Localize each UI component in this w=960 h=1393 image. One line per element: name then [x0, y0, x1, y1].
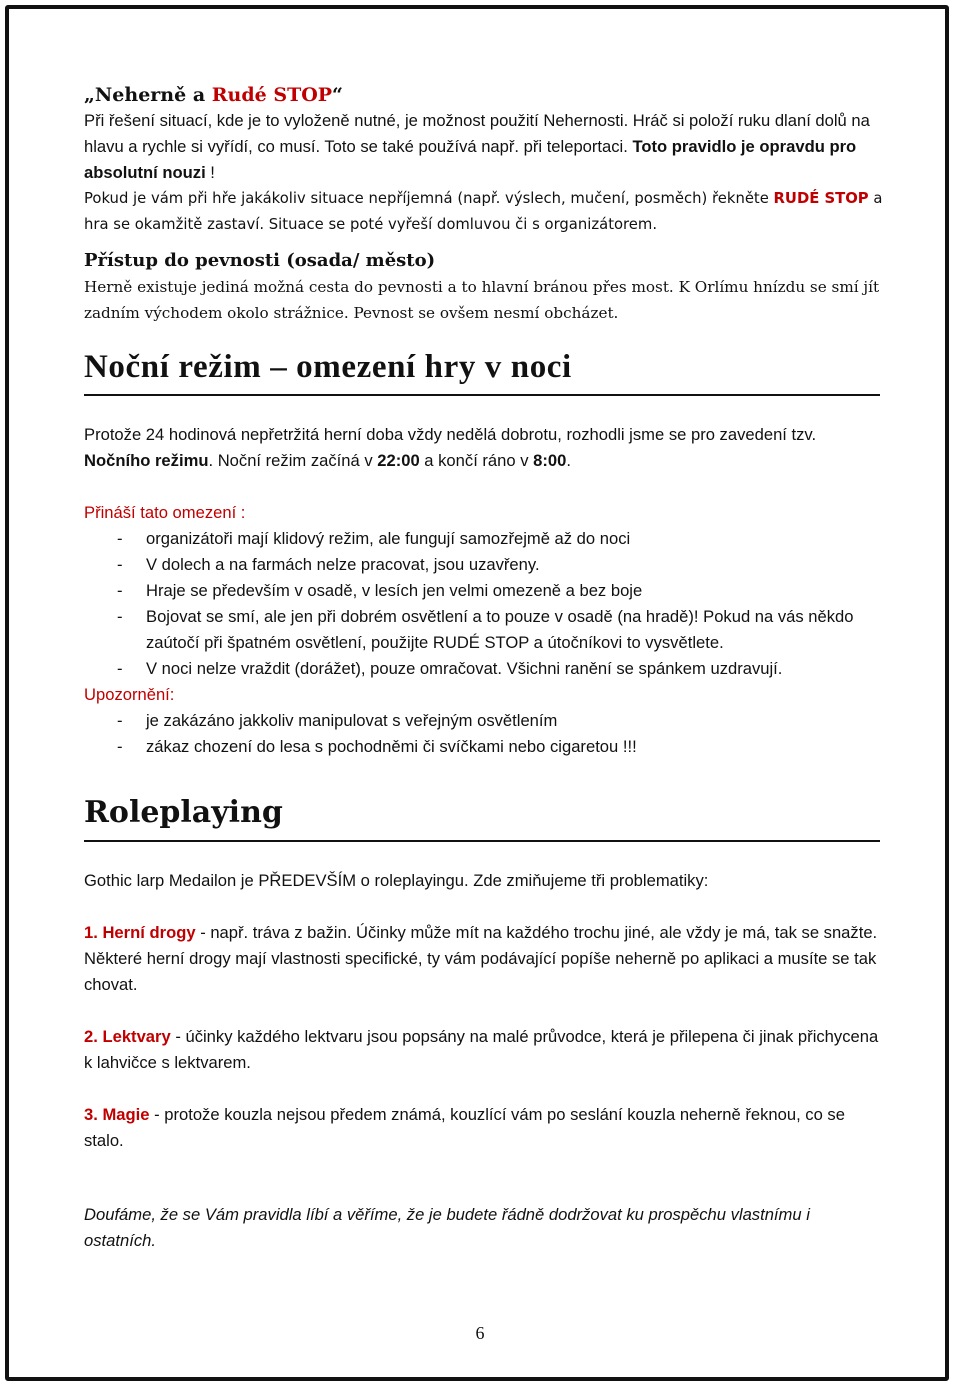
title-quote: “: [332, 84, 343, 106]
warnings-list: [84, 708, 884, 760]
rude-stop-highlight: RUDÉ STOP: [773, 190, 869, 207]
list-item: - V noci nelze vraždit (dorážet), pouze omračovat. Všichni ranění se spánkem uzdravují.: [117, 659, 783, 678]
document-content: [84, 82, 884, 1254]
pristup-paragraph: Herně existuje jediná možná cesta do pevnosti a to hlavní bránou přes most. K Orlímu hnízdu se smí jít zadním východem okolo strážnice. Pevnost se ovšem nesmí obcházet.: [84, 278, 880, 322]
section-title-pristup: Přístup do pevnosti (osada/ město): [84, 250, 436, 271]
restrictions-label: Přináší tato omezení :: [84, 503, 246, 522]
section-title-nocni-rezim: Noční režim – omezení hry v noci: [84, 344, 880, 396]
roleplaying-intro: Gothic larp Medailon je PŘEDEVŠÍM o roleplayingu. Zde zmiňujeme tři problematiky:: [84, 871, 709, 890]
roleplaying-item-magie: 3. Magie - protože kouzla nejsou předem známá, kouzlící vám po seslání kouzla neherně řeknou, co se stalo.: [84, 1105, 845, 1150]
section-title-nehernost: [84, 82, 884, 108]
title-text: „Neherně a: [84, 84, 212, 106]
list-item: - organizátoři mají klidový režim, ale fungují samozřejmě až do noci: [117, 529, 631, 548]
roleplaying-item-drogy: 1. Herní drogy - např. tráva z bažin. Účinky může mít na každého trochu jiné, ale vždy je má, tak se snažte. Některé herní drogy mají vlastnosti specifické, ty vám podávající popíše neherně po aplikaci a musíte se tak chovat.: [84, 923, 878, 994]
roleplaying-item-lektvary: 2. Lektvary - účinky každého lektvaru jsou popsány na malé průvodce, která je přilepena či jinak přichycena k lahvičce s lektvarem.: [84, 1027, 879, 1072]
restrictions-list: [84, 526, 884, 682]
list-item: - je zakázáno jakkoliv manipulovat s veřejným osvětlením: [117, 711, 558, 730]
title-red-text: Rudé STOP: [211, 84, 333, 106]
closing-paragraph: Doufáme, že se Vám pravidla líbí a věříme, že je budete řádně dodržovat ku prospěchu vlastnímu i ostatních.: [84, 1205, 810, 1250]
list-item: - zákaz chození do lesa s pochodněmi či svíčkami nebo cigaretou !!!: [117, 737, 637, 756]
list-item: - Bojovat se smí, ale jen při dobrém osvětlení a to pouze v osadě (na hradě)! Pokud na vás někdo zaútočí při špatném osvětlení, použijte RUDÉ STOP a útočníkovi to vysvětlete.: [117, 607, 854, 652]
rude-stop-paragraph: Pokud je vám při hře jakákoliv situace nepříjemná (např. výslech, mučení, posměch) řekněte RUDÉ STOP a hra se okamžitě zastaví. Situace se poté vyřeší domluvou či s organizátorem.: [84, 190, 883, 233]
warning-label: Upozornění:: [84, 685, 175, 704]
page-number: 6: [475, 1323, 485, 1343]
nehernost-paragraph: Při řešení situací, kde je to vyloženě nutné, je možnost použití Nehernosti. Hráč si položí ruku dlaní dolů na hlavu a rychle si vyřídí, co musí. Toto se také používá např. při teleportaci. Toto pravidlo je opravdu pro absolutní nouzi !: [84, 111, 870, 182]
list-item: - V dolech a na farmách nelze pracovat, jsou uzavřeny.: [117, 555, 540, 574]
nocni-rezim-intro: Protože 24 hodinová nepřetržitá herní doba vždy nedělá dobrotu, rozhodli jsme se pro zavedení tzv. Nočního režimu. Noční režim začíná v 22:00 a končí ráno v 8:00.: [84, 425, 817, 470]
list-item: - Hraje se především v osadě, v lesích jen velmi omezeně a bez boje: [117, 581, 643, 600]
section-title-roleplaying: Roleplaying: [84, 790, 880, 842]
